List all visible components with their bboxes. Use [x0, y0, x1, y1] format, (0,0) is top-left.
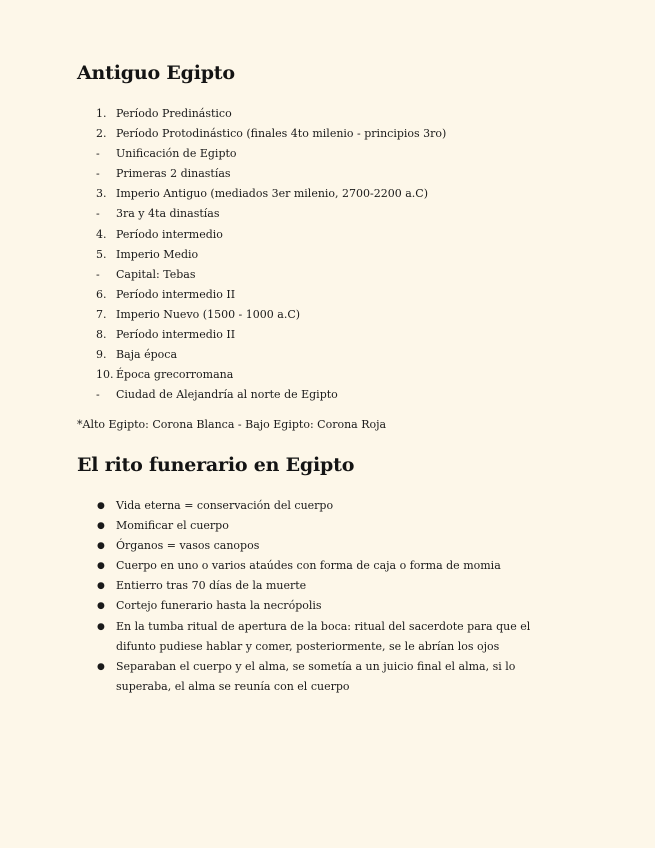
- list-item: [0, 184, 655, 204]
- list-item: [0, 556, 655, 576]
- list-marker: -: [96, 388, 100, 402]
- list-marker: 1.: [96, 107, 107, 120]
- list-item-text: Ciudad de Alejandría al norte de Egipto: [116, 388, 338, 402]
- list-marker: 10.: [96, 368, 114, 382]
- list-marker: 2.: [96, 127, 107, 141]
- list-item: [0, 516, 655, 536]
- list-marker: 6.: [96, 287, 107, 301]
- list-item: [0, 204, 655, 224]
- list-item: [0, 144, 655, 164]
- bullet-icon: ●: [97, 501, 105, 511]
- list-item-text: Época grecorromana: [116, 368, 234, 382]
- bullet-icon: ●: [97, 661, 105, 672]
- list-marker: -: [96, 207, 100, 221]
- list-item: [0, 124, 655, 144]
- crowns-note: *Alto Egipto: Corona Blanca - Bajo Egipto: Corona Roja: [77, 418, 387, 431]
- list-item-text: Imperio Medio: [116, 247, 199, 261]
- section-title-rito-funerario: El rito funerario en Egipto: [77, 454, 355, 476]
- bullet-icon: ●: [97, 601, 105, 612]
- list-marker: 5.: [96, 247, 107, 261]
- list-item: [0, 265, 655, 285]
- bullet-icon: ●: [97, 561, 105, 572]
- list-item: [0, 536, 655, 556]
- list-item: [0, 596, 655, 616]
- list-item: [0, 245, 655, 265]
- funeral-rite-list: [0, 496, 655, 697]
- list-item: [0, 617, 655, 657]
- list-item: [0, 325, 655, 345]
- list-marker: 7.: [96, 307, 107, 321]
- list-marker: -: [96, 167, 100, 181]
- periods-list: [0, 104, 655, 405]
- list-item: [0, 496, 655, 516]
- list-item-text: Imperio Nuevo (1500 - 1000 a.C): [116, 307, 301, 321]
- list-item-text: Período intermedio II: [116, 287, 236, 301]
- list-marker: -: [96, 267, 100, 281]
- list-item-text: Período Predinástico: [116, 107, 232, 120]
- list-item-text: Separaban el cuerpo y el alma, se sometía a un juicio final el alma, si lo superaba, el alma se reunía con el cuerpo: [116, 659, 516, 693]
- list-item: [0, 285, 655, 305]
- list-item-text: Primeras 2 dinastías: [116, 167, 231, 181]
- list-marker: -: [96, 147, 100, 161]
- section-title-antiguo-egipto: Antiguo Egipto: [77, 62, 235, 84]
- list-item-text: Baja época: [116, 348, 177, 362]
- list-item: [0, 164, 655, 184]
- bullet-icon: ●: [97, 621, 105, 632]
- list-item-text: Entierro tras 70 días de la muerte: [116, 579, 307, 593]
- list-marker: 9.: [96, 348, 107, 362]
- list-item-text: Vida eterna = conservación del cuerpo: [116, 499, 334, 512]
- bullet-icon: ●: [97, 521, 105, 532]
- list-item-text: Imperio Antiguo (mediados 3er milenio, 2700-2200 a.C): [116, 187, 429, 201]
- list-item-text: Período intermedio: [116, 227, 223, 241]
- bullet-icon: ●: [97, 581, 105, 592]
- list-item-text: Capital: Tebas: [116, 267, 196, 281]
- list-item-text: 3ra y 4ta dinastías: [116, 207, 220, 221]
- list-item: [0, 345, 655, 365]
- list-item: [0, 305, 655, 325]
- list-item: [0, 104, 655, 124]
- list-item-text: Cuerpo en uno o varios ataúdes con forma de caja o forma de momia: [116, 559, 501, 573]
- list-item-text: Período intermedio II: [116, 328, 236, 342]
- list-item: [0, 657, 655, 697]
- list-marker: 8.: [96, 328, 107, 342]
- list-item: [0, 385, 655, 405]
- list-marker: 3.: [96, 187, 107, 201]
- list-item-text: En la tumba ritual de apertura de la boca: ritual del sacerdote para que el difunto pudiese hablar y comer, posteriormente, se le abrían los ojos: [116, 619, 531, 653]
- list-item: [0, 225, 655, 245]
- list-item-text: Período Protodinástico (finales 4to milenio - principios 3ro): [116, 127, 447, 141]
- bullet-icon: ●: [97, 541, 105, 552]
- list-item-text: Cortejo funerario hasta la necrópolis: [116, 599, 322, 613]
- list-item: [0, 365, 655, 385]
- list-item-text: Órganos = vasos canopos: [116, 539, 260, 553]
- list-item-text: Unificación de Egipto: [116, 147, 237, 161]
- list-item: [0, 576, 655, 596]
- list-marker: 4.: [96, 227, 107, 241]
- list-item-text: Momificar el cuerpo: [116, 519, 229, 533]
